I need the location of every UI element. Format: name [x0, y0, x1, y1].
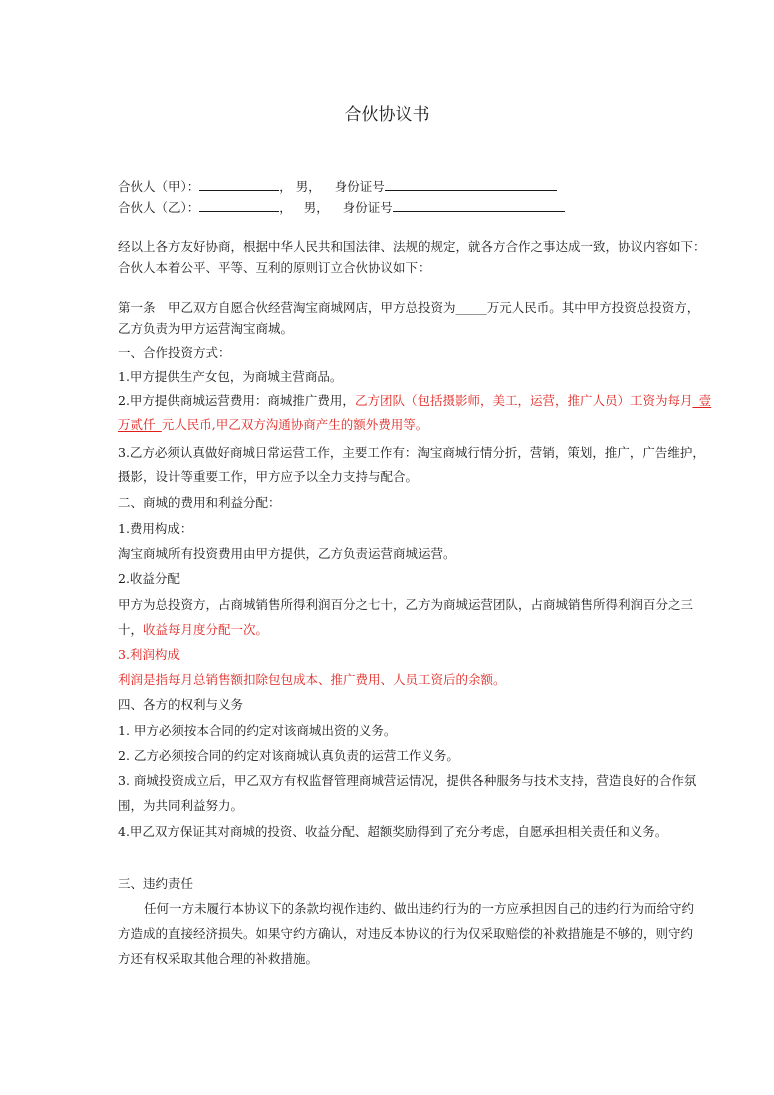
party-a-name-blank[interactable]	[199, 178, 279, 191]
intro-line-1: 经以上各方友好协商，根据中华人民共和国法律、法规的规定，就各方合作之事达成一致，协议内容如下：	[118, 239, 706, 254]
section1-item2-line1	[118, 393, 711, 409]
investment-amount-blank[interactable]: _____	[455, 300, 487, 315]
section2-sub3-text: 利润是指每月总销售额扣除包包成本、推广费用、人员工资后的余额。	[118, 672, 506, 687]
section1-heading: 一、合作投资方式：	[118, 345, 231, 360]
section2-sub1: 1.费用构成：	[118, 521, 193, 536]
section1-item3-line1: 3.乙方必须认真做好商城日常运营工作，主要工作有：淘宝商城行情分折，营销，策划，推广，广告维护，	[118, 445, 705, 460]
article1-line-2: 乙方负责为甲方运营淘宝商城。	[118, 321, 294, 336]
item2-salary-text: 乙方团队（包括摄影师，美工，运营，推广人员）工资为每月	[354, 393, 693, 408]
party-b-line	[118, 199, 565, 216]
section1-item3-line2: 摄影，设计等重要工作，甲方应予以全力支持与配合。	[118, 469, 419, 484]
party-a-sep: ，	[279, 179, 292, 194]
breach-para-line1: 任何一方未履行本协议下的条款均视作违约、做出违约行为的一方应承担因自己的违约行为而给守约	[144, 901, 695, 916]
breach-heading: 三、违约责任	[118, 876, 194, 891]
sub2-line2-text: 十，	[118, 622, 144, 637]
section2-sub2-line1: 甲方为总投资方，占商城销售所得利润百分之七十，乙方为商城运营团队，占商城销售所得利润百分之三	[118, 597, 694, 612]
intro-line-2: 合伙人本着公平、平等、互利的原则订立合伙协议如下：	[118, 260, 431, 275]
party-a-line	[118, 178, 557, 195]
sub2-distribution-note: 收益每月度分配一次。	[143, 622, 269, 637]
party-b-label: 合伙人（乙）：	[118, 200, 200, 215]
section4-item4: 4.甲乙双方保证其对商城的投资、收益分配、超额奖励得到了充分考虑，自愿承担相关责任和义务。	[118, 824, 668, 839]
party-a-id-blank[interactable]	[385, 178, 557, 191]
party-a-gender: 男，	[295, 179, 321, 194]
section4-item3-line2: 围，为共同利益努力。	[118, 798, 244, 813]
article1-text-b: 万元人民币。其中甲方投资总投资方，	[486, 300, 700, 315]
section4-item3-line1: 3. 商城投资成立后，甲乙双方有权监督管理商城营运情况，提供各种服务与技术支持，营造良好的合作氛	[118, 773, 697, 788]
party-b-gender: 男，	[303, 200, 329, 215]
section2-sub2: 2.收益分配	[118, 571, 180, 586]
section2-sub3: 3.利润构成	[118, 647, 180, 662]
section4-item2: 2. 乙方必须按合同的约定对该商城认真负责的运营工作义务。	[118, 748, 459, 763]
party-b-name-blank[interactable]	[199, 199, 279, 212]
party-b-sep: ，	[279, 200, 292, 215]
party-b-id-blank[interactable]	[393, 199, 565, 212]
item2-salary-tail: 元人民币,甲乙双方沟通协商产生的额外费用等。	[161, 417, 429, 432]
section1-item2-line2	[118, 417, 428, 433]
breach-para-line3: 方还有权采取其他合理的补救措施。	[118, 951, 319, 966]
article1-line-1	[118, 300, 699, 316]
item2-text-a: 2.甲方提供商城运营费用：商城推广费用，	[118, 393, 355, 408]
section2-heading: 二、商城的费用和利益分配：	[118, 495, 281, 510]
article1-text-a: 第一条 甲乙双方自愿合伙经营淘宝商城网店，甲方总投资为	[118, 300, 456, 315]
section4-heading: 四、各方的权利与义务	[118, 697, 244, 712]
section2-sub2-line2	[118, 622, 268, 638]
party-b-id-label: 身份证号	[342, 200, 393, 215]
breach-para-line2: 方造成的直接经济损失。如果守约方确认，对违反本协议的行为仅采取赔偿的补救措施是不够的，则守约	[118, 926, 694, 941]
document-title: 合伙协议书	[344, 105, 430, 125]
party-a-id-label: 身份证号	[334, 179, 385, 194]
item2-salary-amount-a: _壹	[692, 393, 712, 408]
party-a-label: 合伙人（甲）：	[118, 179, 200, 194]
section1-item1: 1.甲方提供生产女包，为商城主营商品。	[118, 369, 343, 384]
section4-item1: 1. 甲方必须按本合同的约定对该商城出资的义务。	[118, 723, 397, 738]
section2-sub1-text: 淘宝商城所有投资费用由甲方提供，乙方负责运营商城运营。	[118, 546, 456, 561]
item2-salary-amount-b: 万贰仟_	[118, 417, 162, 432]
